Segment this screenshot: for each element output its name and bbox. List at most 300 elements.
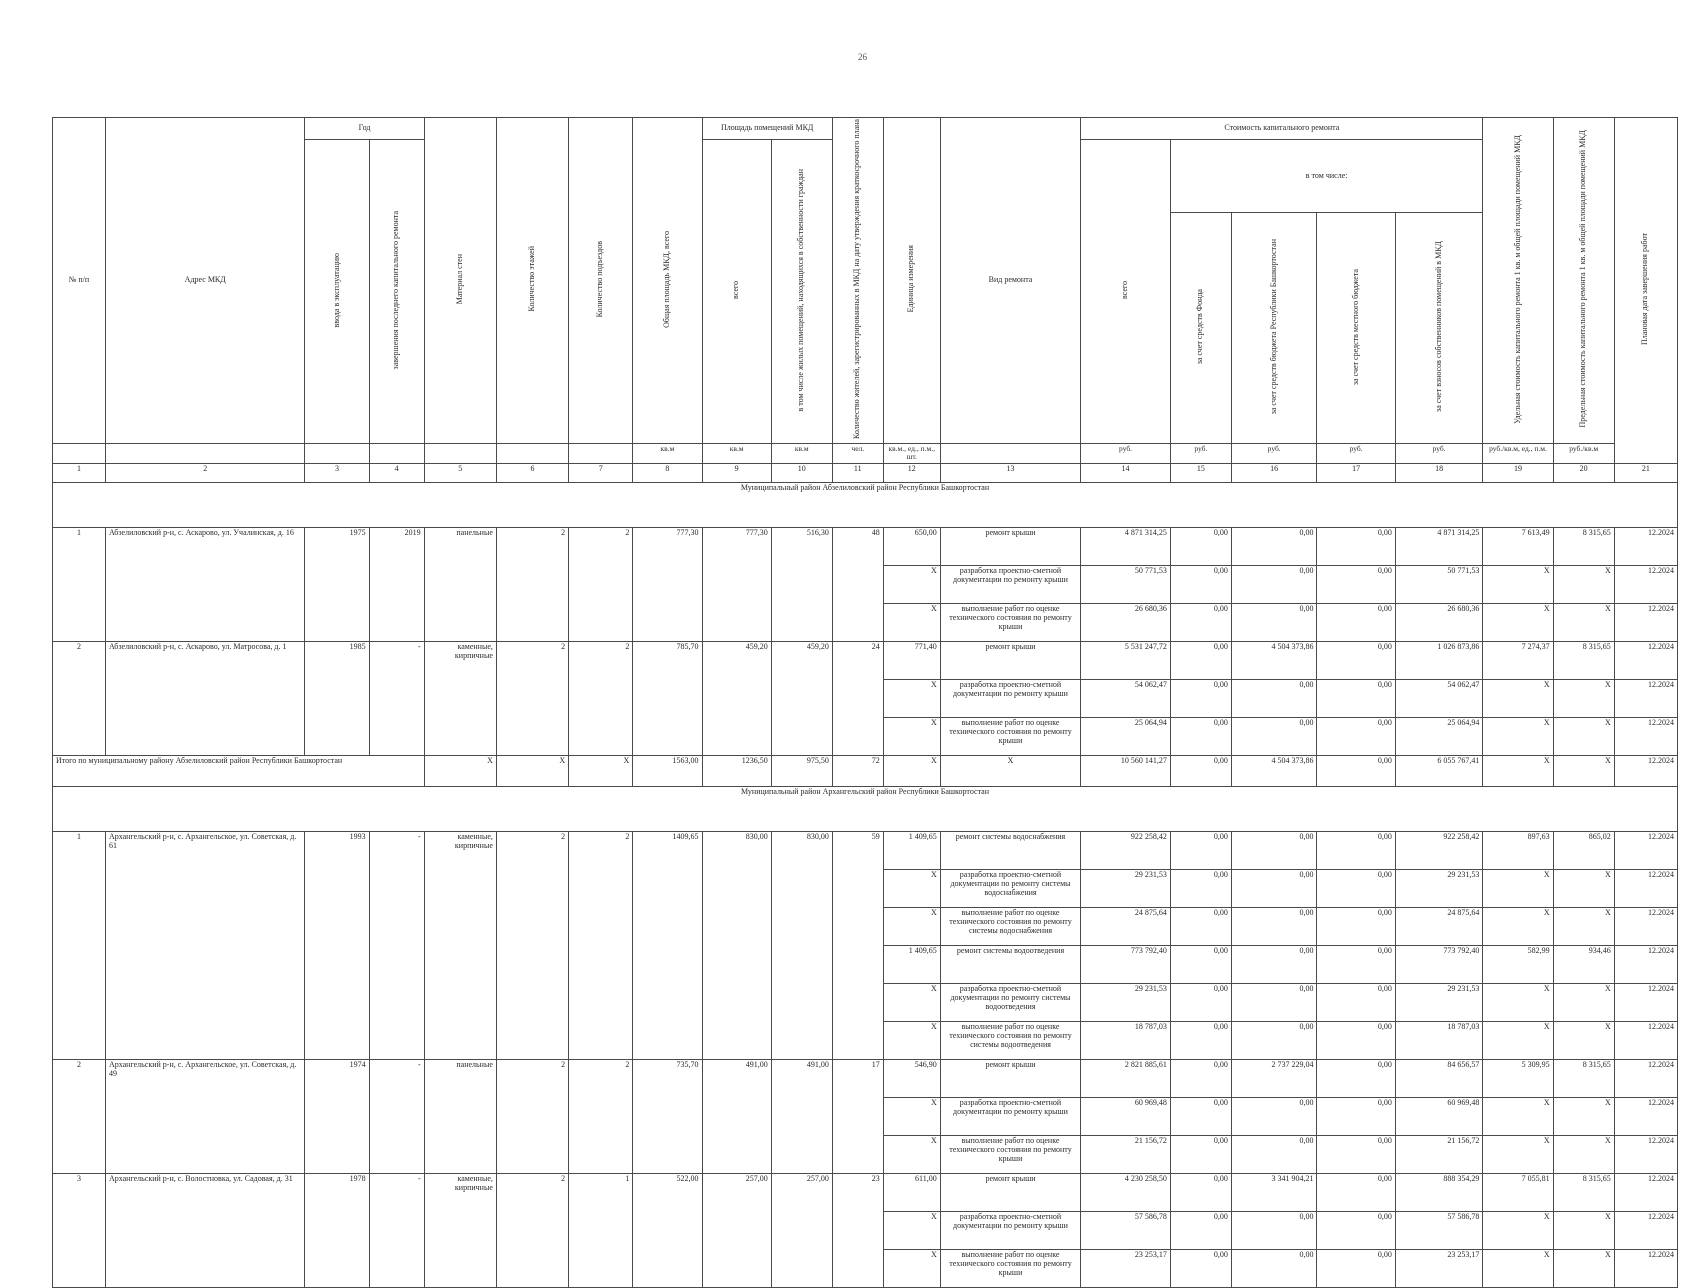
unit-cost: 7 055,81 — [1483, 1173, 1553, 1211]
max-cost: 8 315,65 — [1553, 527, 1614, 565]
cost-fund: 0,00 — [1170, 679, 1231, 717]
cost-local: 0,00 — [1317, 717, 1395, 755]
building-number: 1 — [53, 527, 106, 641]
cost-total: 18 787,03 — [1081, 1021, 1171, 1059]
header-planned-date: Плановая дата завершения работ — [1614, 118, 1677, 464]
floors-count: 2 — [496, 641, 568, 755]
cost-fund: 0,00 — [1170, 1021, 1231, 1059]
work-quantity: X — [883, 1135, 940, 1173]
floors-count: 2 — [496, 831, 568, 1059]
planned-date: 12.2024 — [1614, 1249, 1677, 1287]
unit-cost: X — [1483, 603, 1553, 641]
planned-date: 12.2024 — [1614, 1097, 1677, 1135]
wall-material: каменные, кирпичные — [424, 831, 496, 1059]
residents-count: 17 — [832, 1059, 883, 1173]
total-area: 785,70 — [633, 641, 702, 755]
premises-area: 459,20 — [702, 641, 771, 755]
header-year-group: Год — [305, 118, 424, 140]
cost-republic: 3 341 904,21 — [1231, 1173, 1317, 1211]
planned-date: 12.2024 — [1614, 907, 1677, 945]
work-quantity: 611,00 — [883, 1173, 940, 1211]
cost-republic: 0,00 — [1231, 1097, 1317, 1135]
unit-cell — [940, 443, 1081, 463]
work-quantity: X — [883, 603, 940, 641]
unit-cell: руб./кв.м — [1553, 443, 1614, 463]
unit-cell: чел. — [832, 443, 883, 463]
cost-owners: 6 055 767,41 — [1395, 755, 1483, 786]
entrances-count: 2 — [569, 831, 633, 1059]
cost-local: 0,00 — [1317, 869, 1395, 907]
cost-owners: 29 231,53 — [1395, 869, 1483, 907]
unit-cost: X — [1483, 1097, 1553, 1135]
cost-fund: 0,00 — [1170, 831, 1231, 869]
planned-date: 12.2024 — [1614, 831, 1677, 869]
table-row — [53, 641, 1678, 679]
max-cost: X — [1553, 983, 1614, 1021]
unit-cost: 7 274,37 — [1483, 641, 1553, 679]
page-number: 26 — [858, 52, 867, 62]
unit-cost: 7 613,49 — [1483, 527, 1553, 565]
max-cost: X — [1553, 565, 1614, 603]
unit-cost: X — [1483, 1135, 1553, 1173]
cost-local: 0,00 — [1317, 983, 1395, 1021]
cost-fund: 0,00 — [1170, 641, 1231, 679]
work-quantity: X — [883, 869, 940, 907]
wall-material: панельные — [424, 1059, 496, 1173]
header-cost-including: в том числе: — [1170, 140, 1483, 213]
header-cost-group: Стоимость капитального ремонта — [1081, 118, 1483, 140]
cost-fund: 0,00 — [1170, 983, 1231, 1021]
work-quantity: 1 409,65 — [883, 945, 940, 983]
wall-material: панельные — [424, 527, 496, 641]
cost-owners: 50 771,53 — [1395, 565, 1483, 603]
municipality-row — [53, 482, 1678, 527]
residential-area: 830,00 — [771, 831, 832, 1059]
building-number: 1 — [53, 831, 106, 1059]
floors-count: 2 — [496, 1173, 568, 1287]
max-cost: X — [1553, 1211, 1614, 1249]
unit-cell — [53, 443, 106, 463]
table-row — [53, 831, 1678, 869]
planned-date: 12.2024 — [1614, 603, 1677, 641]
repair-type: разработка проектно-сметной документации по ремонту крыши — [940, 679, 1081, 717]
cost-owners: 26 680,36 — [1395, 603, 1483, 641]
max-cost: X — [1553, 1135, 1614, 1173]
work-quantity: 1 409,65 — [883, 831, 940, 869]
residential-area: 459,20 — [771, 641, 832, 755]
work-quantity: X — [883, 1097, 940, 1135]
header-area-residential: в том числе жилых помещений, находящихся в собственности граждан — [771, 140, 832, 444]
unit-cell: руб./кв.м, ед., п.м. — [1483, 443, 1553, 463]
cost-local: 0,00 — [1317, 527, 1395, 565]
year-built: 1978 — [305, 1173, 369, 1287]
unit-cost: X — [1483, 1211, 1553, 1249]
cost-fund: 0,00 — [1170, 565, 1231, 603]
residents-count: 48 — [832, 527, 883, 641]
cost-total: 4 871 314,25 — [1081, 527, 1171, 565]
residential-area: 491,00 — [771, 1059, 832, 1173]
header-num: № п/п — [53, 118, 106, 444]
header-unit-cost: Удельная стоимость капитального ремонта 1 кв. м общей площади помещений МКД — [1483, 118, 1553, 444]
wall-material: X — [424, 755, 496, 786]
cost-republic: 0,00 — [1231, 527, 1317, 565]
total-row — [53, 755, 1678, 786]
cost-owners: 888 354,29 — [1395, 1173, 1483, 1211]
repair-type: X — [940, 755, 1081, 786]
unit-cost: 897,63 — [1483, 831, 1553, 869]
entrances-count: 1 — [569, 1173, 633, 1287]
column-number: 8 — [633, 463, 702, 482]
entrances-count: 2 — [569, 1059, 633, 1173]
header-cost-republic: за счет средств бюджета Республики Башкортостан — [1231, 213, 1317, 444]
unit-cell: кв.м — [771, 443, 832, 463]
unit-cell: кв.м — [702, 443, 771, 463]
planned-date: 12.2024 — [1614, 1211, 1677, 1249]
repair-type: разработка проектно-сметной документации по ремонту системы водоснабжения — [940, 869, 1081, 907]
year-last-repair: - — [369, 1173, 424, 1287]
column-number: 20 — [1553, 463, 1614, 482]
year-last-repair: - — [369, 1059, 424, 1173]
unit-cost: X — [1483, 565, 1553, 603]
unit-cell: руб. — [1170, 443, 1231, 463]
work-quantity: X — [883, 679, 940, 717]
premises-area: 777,30 — [702, 527, 771, 641]
planned-date: 12.2024 — [1614, 679, 1677, 717]
residents-count: 59 — [832, 831, 883, 1059]
cost-owners: 773 792,40 — [1395, 945, 1483, 983]
work-quantity: X — [883, 1211, 940, 1249]
unit-cell: руб. — [1231, 443, 1317, 463]
premises-area: 830,00 — [702, 831, 771, 1059]
repair-type: выполнение работ по оценке технического состояния по ремонту крыши — [940, 603, 1081, 641]
cost-total: 5 531 247,72 — [1081, 641, 1171, 679]
year-last-repair: - — [369, 831, 424, 1059]
max-cost: 8 315,65 — [1553, 1059, 1614, 1097]
unit-cost: X — [1483, 907, 1553, 945]
max-cost: X — [1553, 717, 1614, 755]
cost-total: 26 680,36 — [1081, 603, 1171, 641]
unit-cost: X — [1483, 755, 1553, 786]
work-quantity: X — [883, 1021, 940, 1059]
planned-date: 12.2024 — [1614, 527, 1677, 565]
unit-cost: 582,99 — [1483, 945, 1553, 983]
repair-type: выполнение работ по оценке технического состояния по ремонту крыши — [940, 1135, 1081, 1173]
column-number: 6 — [496, 463, 568, 482]
work-quantity: X — [883, 565, 940, 603]
unit-cell — [496, 443, 568, 463]
repair-type: ремонт крыши — [940, 1173, 1081, 1211]
unit-cell: руб. — [1395, 443, 1483, 463]
floors-count: 2 — [496, 527, 568, 641]
cost-republic: 2 737 229,04 — [1231, 1059, 1317, 1097]
cost-local: 0,00 — [1317, 1173, 1395, 1211]
header-floors: Количество этажей — [496, 118, 568, 444]
residential-area: 975,50 — [771, 755, 832, 786]
cost-republic: 4 504 373,86 — [1231, 641, 1317, 679]
cost-local: 0,00 — [1317, 641, 1395, 679]
header-unit: Единица измерения — [883, 118, 940, 444]
header-year-repair: завершения последнего капитального ремонта — [369, 140, 424, 444]
cost-total: 57 586,78 — [1081, 1211, 1171, 1249]
column-number: 17 — [1317, 463, 1395, 482]
cost-owners: 21 156,72 — [1395, 1135, 1483, 1173]
year-built: 1993 — [305, 831, 369, 1059]
cost-republic: 0,00 — [1231, 983, 1317, 1021]
cost-republic: 0,00 — [1231, 679, 1317, 717]
cost-owners: 60 969,48 — [1395, 1097, 1483, 1135]
cost-fund: 0,00 — [1170, 603, 1231, 641]
header-total-area: Общая площадь МКД, всего — [633, 118, 702, 444]
column-number: 19 — [1483, 463, 1553, 482]
planned-date: 12.2024 — [1614, 755, 1677, 786]
unit-cell — [569, 443, 633, 463]
planned-date: 12.2024 — [1614, 1021, 1677, 1059]
unit-cell: кв.м — [633, 443, 702, 463]
unit-cell — [424, 443, 496, 463]
repair-type: выполнение работ по оценке технического состояния по ремонту системы водоотведения — [940, 1021, 1081, 1059]
cost-fund: 0,00 — [1170, 907, 1231, 945]
work-quantity: 771,40 — [883, 641, 940, 679]
header-material: Материал стен — [424, 118, 496, 444]
column-number: 13 — [940, 463, 1081, 482]
cost-local: 0,00 — [1317, 1059, 1395, 1097]
municipality-row — [53, 786, 1678, 831]
repair-type: ремонт крыши — [940, 1059, 1081, 1097]
max-cost: X — [1553, 1249, 1614, 1287]
column-numbers-row — [53, 463, 1678, 482]
cost-owners: 24 875,64 — [1395, 907, 1483, 945]
cost-owners: 4 871 314,25 — [1395, 527, 1483, 565]
cost-fund: 0,00 — [1170, 1135, 1231, 1173]
planned-date: 12.2024 — [1614, 1135, 1677, 1173]
cost-owners: 922 258,42 — [1395, 831, 1483, 869]
unit-cost: X — [1483, 679, 1553, 717]
column-number: 4 — [369, 463, 424, 482]
unit-cell — [305, 443, 369, 463]
building-address: Архангельский р-н, с. Архангельское, ул. Советская, д. 61 — [105, 831, 305, 1059]
cost-total: 29 231,53 — [1081, 869, 1171, 907]
cost-total: 60 969,48 — [1081, 1097, 1171, 1135]
column-number: 12 — [883, 463, 940, 482]
total-area: 522,00 — [633, 1173, 702, 1287]
max-cost: 8 315,65 — [1553, 641, 1614, 679]
units-row — [53, 443, 1678, 463]
cost-local: 0,00 — [1317, 679, 1395, 717]
floors-count: X — [496, 755, 568, 786]
work-quantity: X — [883, 907, 940, 945]
repair-type: ремонт крыши — [940, 527, 1081, 565]
unit-cost: X — [1483, 717, 1553, 755]
municipality-title: Муниципальный район Абзелиловский район Республики Башкортостан — [53, 482, 1678, 527]
cost-republic: 0,00 — [1231, 1021, 1317, 1059]
cost-republic: 0,00 — [1231, 945, 1317, 983]
unit-cell: руб. — [1317, 443, 1395, 463]
year-last-repair: 2019 — [369, 527, 424, 641]
cost-fund: 0,00 — [1170, 1097, 1231, 1135]
year-built: 1975 — [305, 527, 369, 641]
repair-type: разработка проектно-сметной документации по ремонту крыши — [940, 1097, 1081, 1135]
building-address: Архангельский р-н, с. Волостновка, ул. Садовая, д. 31 — [105, 1173, 305, 1287]
column-number: 10 — [771, 463, 832, 482]
cost-owners: 1 026 873,86 — [1395, 641, 1483, 679]
cost-total: 24 875,64 — [1081, 907, 1171, 945]
building-number: 2 — [53, 1059, 106, 1173]
residential-area: 257,00 — [771, 1173, 832, 1287]
residential-area: 516,30 — [771, 527, 832, 641]
header-max-cost: Предельная стоимость капитального ремонта 1 кв. м общей площади помещений МКД — [1553, 118, 1614, 444]
column-number: 11 — [832, 463, 883, 482]
max-cost: X — [1553, 907, 1614, 945]
year-built: 1985 — [305, 641, 369, 755]
building-address: Абзелиловский р-н, с. Аскарово, ул. Учалинская, д. 16 — [105, 527, 305, 641]
header-cost-local: за счет средств местного бюджета — [1317, 213, 1395, 444]
table-row — [53, 1173, 1678, 1211]
cost-total: 54 062,47 — [1081, 679, 1171, 717]
cost-republic: 4 504 373,86 — [1231, 755, 1317, 786]
cost-local: 0,00 — [1317, 907, 1395, 945]
header-cost-owners: за счет взносов собственников помещений в МКД — [1395, 213, 1483, 444]
planned-date: 12.2024 — [1614, 1059, 1677, 1097]
cost-republic: 0,00 — [1231, 1211, 1317, 1249]
max-cost: X — [1553, 679, 1614, 717]
cost-fund: 0,00 — [1170, 1249, 1231, 1287]
residents-count: 23 — [832, 1173, 883, 1287]
column-number: 18 — [1395, 463, 1483, 482]
building-address: Абзелиловский р-н, с. Аскарово, ул. Матросова, д. 1 — [105, 641, 305, 755]
cost-total: 922 258,42 — [1081, 831, 1171, 869]
cost-local: 0,00 — [1317, 831, 1395, 869]
max-cost: 8 315,65 — [1553, 1173, 1614, 1211]
building-number: 2 — [53, 641, 106, 755]
premises-area: 1236,50 — [702, 755, 771, 786]
cost-owners: 23 253,17 — [1395, 1249, 1483, 1287]
entrances-count: 2 — [569, 641, 633, 755]
work-quantity: X — [883, 755, 940, 786]
total-label: Итого по муниципальному району Абзелиловский район Республики Башкортостан — [53, 755, 425, 786]
cost-local: 0,00 — [1317, 565, 1395, 603]
header-residents: Количество жителей, зарегистрированных в МКД на дату утверждения краткосрочного плана — [832, 118, 883, 444]
cost-local: 0,00 — [1317, 1211, 1395, 1249]
cost-fund: 0,00 — [1170, 755, 1231, 786]
max-cost: X — [1553, 869, 1614, 907]
cost-republic: 0,00 — [1231, 565, 1317, 603]
cost-local: 0,00 — [1317, 1135, 1395, 1173]
cost-total: 29 231,53 — [1081, 983, 1171, 1021]
cost-republic: 0,00 — [1231, 869, 1317, 907]
cost-fund: 0,00 — [1170, 869, 1231, 907]
planned-date: 12.2024 — [1614, 1173, 1677, 1211]
header-area-group: Площадь помещений МКД — [702, 118, 832, 140]
unit-cost: X — [1483, 1249, 1553, 1287]
repair-type: выполнение работ по оценке технического состояния по ремонту системы водоснабжения — [940, 907, 1081, 945]
cost-republic: 0,00 — [1231, 603, 1317, 641]
unit-cell — [105, 443, 305, 463]
table-row — [53, 1059, 1678, 1097]
column-number: 14 — [1081, 463, 1171, 482]
max-cost: X — [1553, 603, 1614, 641]
cost-total: 25 064,94 — [1081, 717, 1171, 755]
building-number: 3 — [53, 1173, 106, 1287]
unit-cost: X — [1483, 1021, 1553, 1059]
cost-total: 23 253,17 — [1081, 1249, 1171, 1287]
cost-local: 0,00 — [1317, 1097, 1395, 1135]
building-address: Архангельский р-н, с. Архангельское, ул. Советская, д. 49 — [105, 1059, 305, 1173]
column-number: 21 — [1614, 463, 1677, 482]
column-number: 7 — [569, 463, 633, 482]
cost-total: 21 156,72 — [1081, 1135, 1171, 1173]
unit-cell: руб. — [1081, 443, 1171, 463]
cost-fund: 0,00 — [1170, 945, 1231, 983]
cost-total: 773 792,40 — [1081, 945, 1171, 983]
cost-fund: 0,00 — [1170, 1173, 1231, 1211]
premises-area: 491,00 — [702, 1059, 771, 1173]
repair-type: ремонт системы водоснабжения — [940, 831, 1081, 869]
cost-republic: 0,00 — [1231, 831, 1317, 869]
capital-repair-table — [52, 117, 1678, 1288]
planned-date: 12.2024 — [1614, 869, 1677, 907]
max-cost: X — [1553, 1021, 1614, 1059]
column-number: 3 — [305, 463, 369, 482]
work-quantity: X — [883, 717, 940, 755]
cost-fund: 0,00 — [1170, 1211, 1231, 1249]
column-number: 15 — [1170, 463, 1231, 482]
cost-fund: 0,00 — [1170, 717, 1231, 755]
cost-local: 0,00 — [1317, 1021, 1395, 1059]
header-repair-type: Вид ремонта — [940, 118, 1081, 444]
entrances-count: 2 — [569, 527, 633, 641]
municipality-title: Муниципальный район Архангельский район Республики Башкортостан — [53, 786, 1678, 831]
cost-republic: 0,00 — [1231, 1135, 1317, 1173]
column-number: 2 — [105, 463, 305, 482]
cost-owners: 25 064,94 — [1395, 717, 1483, 755]
repair-type: разработка проектно-сметной документации по ремонту крыши — [940, 565, 1081, 603]
unit-cost: X — [1483, 983, 1553, 1021]
cost-fund: 0,00 — [1170, 527, 1231, 565]
header-year-built: ввода в эксплуатацию — [305, 140, 369, 444]
work-quantity: X — [883, 983, 940, 1021]
cost-local: 0,00 — [1317, 1249, 1395, 1287]
cost-republic: 0,00 — [1231, 1249, 1317, 1287]
repair-type: ремонт крыши — [940, 641, 1081, 679]
total-area: 1409,65 — [633, 831, 702, 1059]
year-built: 1974 — [305, 1059, 369, 1173]
repair-type: разработка проектно-сметной документации по ремонту системы водоотведения — [940, 983, 1081, 1021]
header-area-total: всего — [702, 140, 771, 444]
work-quantity: X — [883, 1249, 940, 1287]
cost-owners: 18 787,03 — [1395, 1021, 1483, 1059]
repair-type: выполнение работ по оценке технического состояния по ремонту крыши — [940, 717, 1081, 755]
unit-cell: кв.м., ед., п.м., шт. — [883, 443, 940, 463]
planned-date: 12.2024 — [1614, 565, 1677, 603]
column-number: 16 — [1231, 463, 1317, 482]
cost-republic: 0,00 — [1231, 717, 1317, 755]
cost-republic: 0,00 — [1231, 907, 1317, 945]
table-row — [53, 527, 1678, 565]
planned-date: 12.2024 — [1614, 717, 1677, 755]
cost-owners: 57 586,78 — [1395, 1211, 1483, 1249]
max-cost: X — [1553, 1097, 1614, 1135]
repair-type: разработка проектно-сметной документации по ремонту крыши — [940, 1211, 1081, 1249]
planned-date: 12.2024 — [1614, 983, 1677, 1021]
work-quantity: 546,90 — [883, 1059, 940, 1097]
header-entrances: Количество подъездов — [569, 118, 633, 444]
repair-type: выполнение работ по оценке технического состояния по ремонту крыши — [940, 1249, 1081, 1287]
header-cost-total: всего — [1081, 140, 1171, 444]
total-area: 777,30 — [633, 527, 702, 641]
entrances-count: X — [569, 755, 633, 786]
planned-date: 12.2024 — [1614, 945, 1677, 983]
repair-type: ремонт системы водоотведения — [940, 945, 1081, 983]
